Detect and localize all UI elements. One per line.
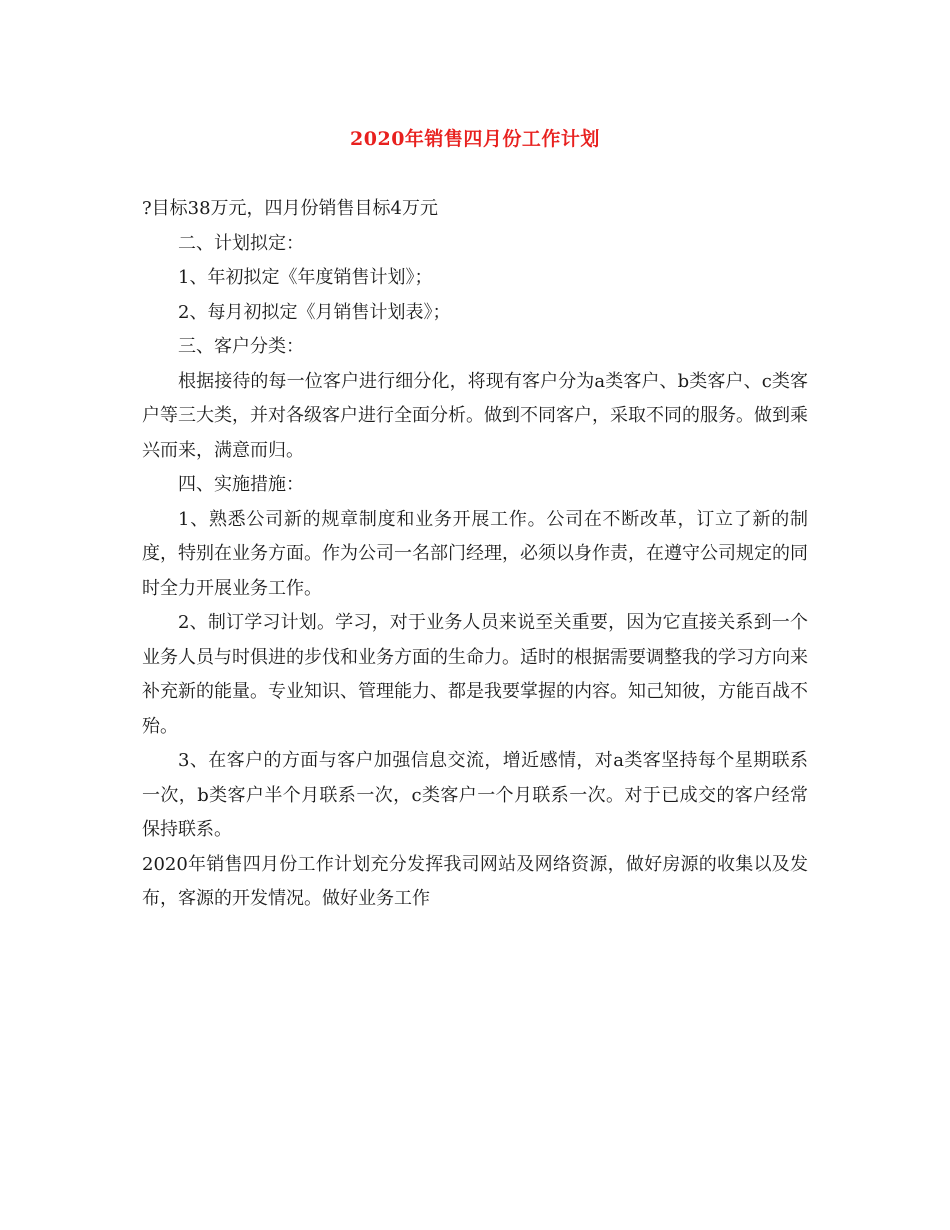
paragraph-target: ?目标38万元，四月份销售目标4万元: [142, 198, 439, 219]
document-title: 2020年销售四月份工作计划: [350, 128, 600, 150]
footer-text: 充分发挥我司网站及网络资源，做好房源的收集以及发布，客源的开发情况。做好业务工作: [142, 853, 809, 909]
paragraph-measure-1: 1、熟悉公司新的规章制度和业务开展工作。公司在不断改革，订立了新的制度，特别在业务方面。作为公司一名部门经理，必须以身作责，在遵守公司规定的同时全力开展业务工作。: [142, 508, 808, 599]
heading-customer-classification: 三、客户分类：: [178, 336, 304, 357]
paragraph-plan-2: 2、每月初拟定《月销售计划表》；: [178, 301, 451, 323]
paragraph-measure-2: 2、制订学习计划。学习，对于业务人员来说至关重要，因为它直接关系到一个业务人员与时俱进的步伐和业务方面的生命力。适时的根据需要调整我的学习方向来补充新的能量。专业知识、管理能力、都是我要掌握的内容。知己知彼，方能百战不殆。: [142, 612, 808, 737]
footer-title: 2020年销售四月份工作计划: [142, 853, 371, 875]
paragraph-plan-1: 1、年初拟定《年度销售计划》；: [178, 267, 433, 288]
heading-measures: 四、实施措施：: [178, 474, 304, 495]
heading-plan: 二、计划拟定：: [178, 232, 304, 254]
paragraph-customer-classification: 根据接待的每一位客户进行细分化，将现有客户分为a类客户、b类客户、c类客户等三大类，并对各级客户进行全面分析。做到不同客户，采取不同的服务。做到乘兴而来，满意而归。: [142, 370, 808, 461]
paragraph-measure-3: 3、在客户的方面与客户加强信息交流，增近感情，对a类客坚持每个星期联系一次，b类客户半个月联系一次，c类客户一个月联系一次。对于已成交的客户经常保持联系。: [142, 750, 808, 840]
document-body: [142, 192, 808, 917]
paragraph-footer: [142, 848, 808, 917]
